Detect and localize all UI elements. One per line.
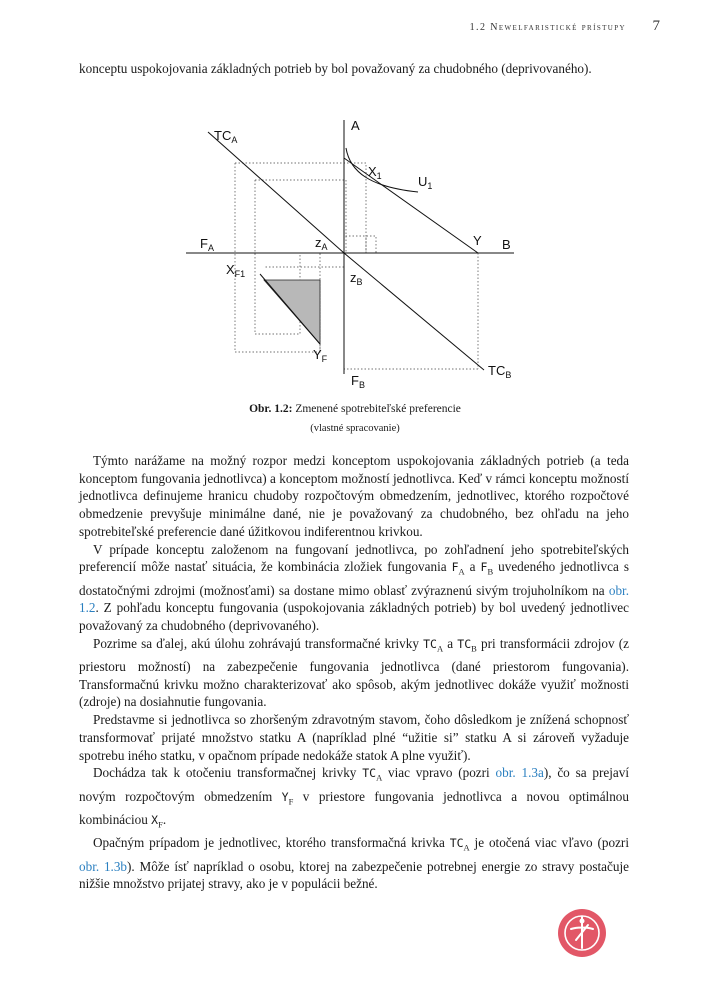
paragraph-6: Opačným prípadom je jednotlivec, ktorého transformačná krivka $TC_A$ je otočená viac vľavo (pozri obr. 1.3b). Môže ísť napríklad o osobu, ktorej na zabezpečenie potrebnej energie zo stravy postačuje nižšie množstvo prijatej stravy, ako je v populácii bežné. (79, 835, 629, 892)
tc-b-line (344, 253, 484, 370)
label-y: Y (473, 233, 482, 248)
budget-line-y (344, 158, 478, 253)
label-x1: $X_1$ (368, 164, 382, 181)
page-number: 7 (652, 18, 660, 34)
figure-diagram (180, 112, 530, 397)
paragraph-5: Dochádza tak k otočeniu transformačnej krivky $TC_A$ viac vpravo (pozri obr. 1.3a), čo sa prejaví novým rozpočtovým obmedzením $Y_F$ v priestore fungovania jednotlivca a novou optimálnou kombináciou $X_F$. (79, 765, 629, 830)
paragraph-3: Pozrime sa ďalej, akú úlohu zohrávajú transformačné krivky $TC_A$ a $TC_B$ pri transformácii zdrojov (z priestoru možností) na zabezpečenie fungovania jednotlivca (dané priestorom fungovania). Transformačnú krivku možno charakterizovať ako spôsob, akým jednotlivec dokáže využiť možnosti (zdroje) na dosiahnutie fungovania. (79, 635, 629, 710)
label-tc-b: $TC_B$ (488, 363, 512, 380)
label-fb: $F_B$ (351, 373, 365, 390)
university-logo-icon (557, 908, 607, 958)
label-u1: $U_1$ (418, 174, 433, 191)
label-yf: $Y_F$ (313, 347, 328, 364)
label-xf1: $X_{F1}$ (226, 262, 246, 279)
running-title: 1.2 Newelfaristické prístupy (469, 22, 626, 33)
figure-caption (180, 403, 530, 415)
body-text (79, 452, 629, 893)
caption-label: Obr. 1.2: (249, 403, 293, 415)
label-fa: $F_A$ (200, 236, 214, 253)
paragraph-4: Predstavme si jednotlivca so zhoršeným zdravotným stavom, čoho dôsledkom je znížená schopnosť transformovať prijaté množstvo statku A (napríklad plné “užitie si” statku A si zároveň vyžaduje spotrebu iného statku, v opačnom prípade nedokáže statok A plne využiť). (79, 712, 629, 763)
label-tc-a: $TC_A$ (214, 128, 238, 145)
page-header (0, 18, 704, 38)
figure-source: (vlastné spracovanie) (310, 423, 400, 434)
label-axis-a: A (351, 118, 360, 133)
caption-title: Zmenené spotrebiteľské preferencie (295, 403, 461, 415)
label-za: $z_A$ (315, 235, 328, 252)
paragraph-1: Týmto narážame na možný rozpor medzi konceptom uspokojovania základných potrieb (a teda konceptom fungovania jednotlivca) a konceptom možností jednotlivca. Keď v rámci konceptu možností jednotlivca definujeme hranicu chudoby rozpočtovým obmedzením, jednotlivec, ktorého rozpočtové obmedzenie prevyšuje minimálne dané, nie je považovaný za chudobného, bez ohľadu na jeho spotrebiteľské preferencie dané úžitkovou indiferentnou krivkou. (79, 453, 629, 539)
label-zb: $z_B$ (350, 270, 363, 287)
link-obr-1-2[interactable]: obr. 1.2 (79, 582, 629, 616)
paragraph-2: V prípade konceptu založenom na fungovaní jednotlivca, po zohľadnení jeho spotrebiteľských preferencií môže nastať situácia, že kombinácia zložiek fungovania $F_A$ a $F_B$ uvedeného jednotlivca s dostatočnými zdrojmi (možnosťami) sa dostane mimo oblasť zvýraznenú sivým trojuholníkom na obr. 1.2. Z pohľadu konceptu fungovania (uspokojovania základných potrieb) by bol uvedený jednotlivec považovaný za chudobného (deprivovaného). (79, 541, 629, 633)
dotted-guides (235, 163, 478, 369)
link-obr-1-3a[interactable]: obr. 1.3a (495, 765, 544, 781)
link-obr-1-3b[interactable]: obr. 1.3b (79, 858, 128, 874)
label-axis-b: B (502, 237, 511, 252)
tc-a-line (208, 132, 344, 253)
intro-paragraph: konceptu uspokojovania základných potrieb by bol považovaný za chudobného (deprivovaného). (79, 61, 592, 76)
